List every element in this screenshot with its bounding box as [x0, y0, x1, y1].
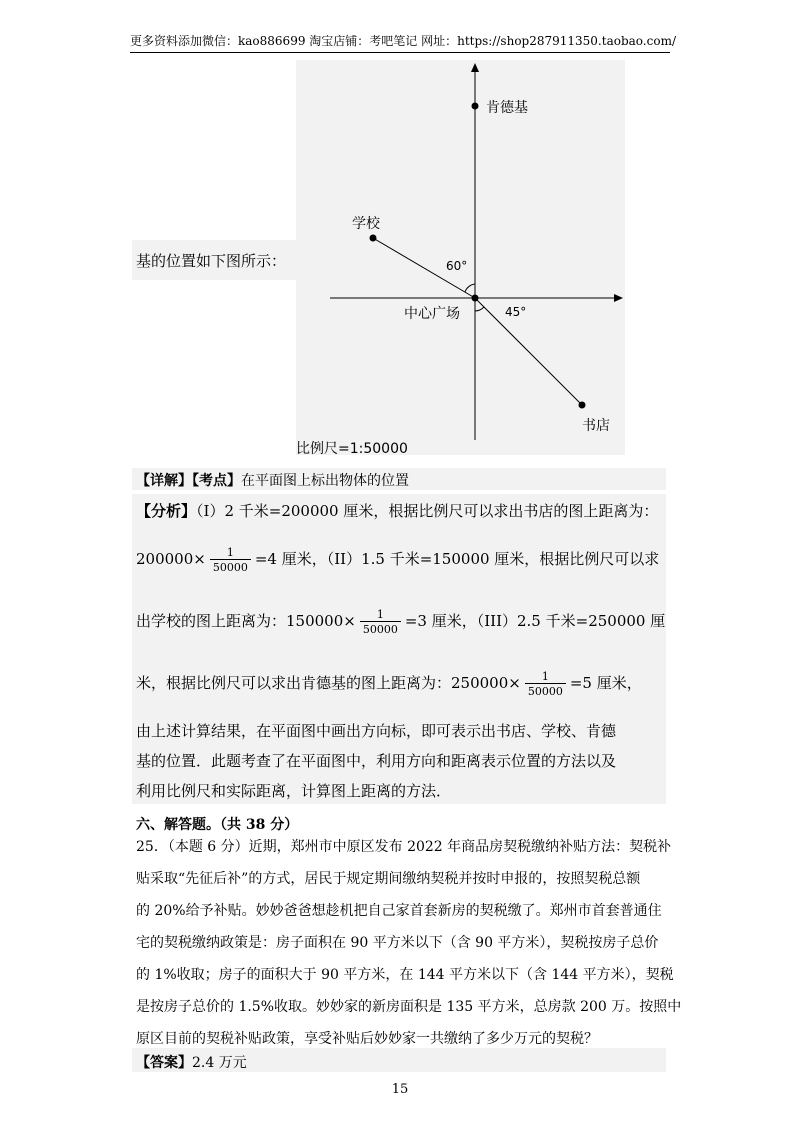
- fraction-1-50000: $\frac{1}{50000}$: [360, 608, 401, 636]
- fraction-1-50000: $\frac{1}{50000}$: [525, 670, 566, 698]
- answer-tag: 【答案】: [136, 1055, 192, 1071]
- question-line-5: 的 1%收取；房子的面积大于 90 平方米，在 144 平方米以下（含 144 平方米），契税: [136, 967, 674, 983]
- detail-text: 在平面图上标出物体的位置: [241, 473, 409, 489]
- page-number: 15: [391, 1082, 409, 1097]
- question-line-3: 的 20%给予补贴。妙妙爸爸想趁机把自己家首套新房的契税缴了。郑州市首套普通住: [136, 903, 662, 919]
- section-title: 六、解答题。（共 38 分）: [136, 817, 299, 833]
- fraction-1-50000: $\frac{1}{50000}$: [210, 546, 251, 574]
- angle-45-label: 45°: [505, 305, 527, 319]
- question-line-2: 贴采取“先征后补”的方式，居民于规定期间缴纳契税并按时申报的，按照契税总额: [136, 871, 641, 887]
- school-point: [370, 235, 377, 242]
- answer-line: [136, 1052, 247, 1072]
- kfc-label: 肯德基: [486, 100, 528, 116]
- analysis-line-6: 基的位置．此题考查了在平面图中，利用方向和距离表示位置的方法以及: [136, 752, 617, 770]
- figure-intro: 基的位置如下图所示：: [136, 252, 287, 270]
- analysis-line-7: 利用比例尺和实际距离，计算图上距离的方法．: [136, 782, 452, 800]
- analysis-line-5: 由上述计算结果，在平面图中画出方向标，即可表示出书店、学校、肯德: [136, 722, 617, 740]
- center-label: 中心广场: [404, 306, 460, 322]
- center-point: [472, 295, 479, 302]
- analysis-line-2: 200000× $\frac{1}{50000}$ =4 厘米，（II）1.5 千米=150000 厘米，根据比例尺可以求: [136, 546, 660, 574]
- question-line-6: 是按房子总价的 1.5%收取。妙妙家的新房面积是 135 平方米，总房款 200 万。按照中: [136, 999, 682, 1015]
- question-line-4: 宅的契税缴纳政策是：房子面积在 90 平方米以下（含 90 平方米），契税按房子总价: [136, 935, 659, 951]
- page-header: 更多资料添加微信：kao886699 淘宝店铺：考吧笔记 网址：https://shop287911350.taobao.com/: [130, 32, 670, 53]
- angle-60-arc: [465, 284, 475, 292]
- analysis-line-1: 【分析】（I）2 千米=200000 厘米，根据比例尺可以求出书店的图上距离为：: [136, 502, 659, 520]
- detail-tag: 【详解】【考点】: [136, 473, 241, 489]
- bookstore-label: 书店: [582, 418, 610, 434]
- analysis-tag: 【分析】: [136, 502, 197, 520]
- scale-label: 比例尺=1:50000: [296, 441, 408, 457]
- school-label: 学校: [352, 216, 380, 232]
- answer-text: 2.4 万元: [192, 1055, 247, 1071]
- analysis-line-3: 出学校的图上距离为：150000× $\frac{1}{50000}$ =3 厘米，（III）2.5 千米=250000 厘: [136, 608, 666, 636]
- bookstore-point: [579, 402, 586, 409]
- analysis-line-4: 米，根据比例尺可以求出肯德基的图上距离为：250000× $\frac{1}{50000}$ =5 厘米，: [136, 670, 642, 698]
- bookstore-line: [475, 298, 582, 405]
- angle-45-arc: [475, 307, 484, 311]
- kfc-point: [472, 103, 479, 110]
- question-line-7: 原区目前的契税补贴政策，享受补贴后妙妙家一共缴纳了多少万元的契税？: [136, 1031, 598, 1047]
- detail-line: [136, 470, 409, 490]
- location-diagram: [0, 0, 800, 470]
- question-line-1: 25．（本题 6 分）近期，郑州市中原区发布 2022 年商品房契税缴纳补贴方法：契税补: [136, 839, 672, 855]
- angle-60-label: 60°: [446, 259, 468, 273]
